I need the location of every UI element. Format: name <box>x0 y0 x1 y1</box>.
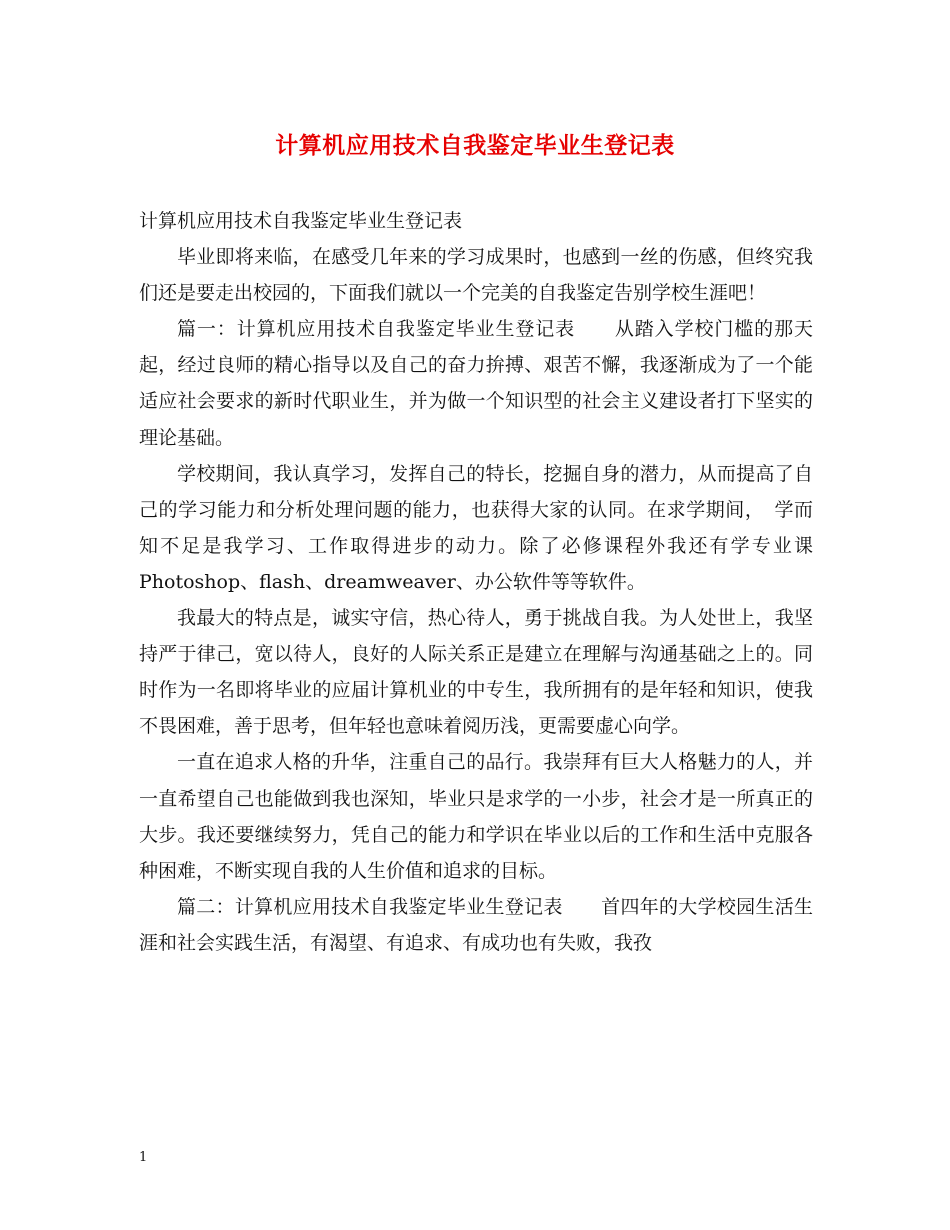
body-paragraph: 毕业即将来临，在感受几年来的学习成果时，也感到一丝的伤感，但终究我们还是要走出校园的，下面我们就以一个完美的自我鉴定告别学校生涯吧！ <box>139 246 813 305</box>
body-paragraph: 篇二：计算机应用技术自我鉴定毕业生登记表 首四年的大学校园生活生涯和社会实践生活，有渴望、有追求、有成功也有失败，我孜 <box>139 895 813 954</box>
body-paragraph: 篇一：计算机应用技术自我鉴定毕业生登记表 从踏入学校门槛的那天起，经过良师的精心指导以及自己的奋力拚搏、艰苦不懈，我逐渐成为了一个能适应社会要求的新时代职业生，并为做一个知识型的社会主义建设者打下坚实的理论基础。 <box>139 318 813 449</box>
document-body <box>139 203 813 961</box>
page-number: 1 <box>139 1150 148 1165</box>
body-paragraph: 我最大的特点是，诚实守信，热心待人，勇于挑战自我。为人处世上，我坚持严于律己，宽以待人，良好的人际关系正是建立在理解与沟通基础之上的。同时作为一名即将毕业的应届计算机业的中专生，我所拥有的是年轻和知识，使我不畏困难，善于思考，但年轻也意味着阅历浅，更需要虚心向学。 <box>139 607 813 738</box>
body-paragraph: 学校期间，我认真学习，发挥自己的特长，挖掘自身的潜力，从而提高了自己的学习能力和分析处理问题的能力，也获得大家的认同。在求学期间， 学而知不足是我学习、工作取得进步的动力。除了必修课程外我还有学专业课Photoshop、flash、dreamweaver、办公软件等等软件。 <box>139 462 813 593</box>
subtitle-paragraph: 计算机应用技术自我鉴定毕业生登记表 <box>139 210 463 232</box>
body-paragraph: 一直在追求人格的升华，注重自己的品行。我崇拜有巨大人格魅力的人，并一直希望自己也能做到我也深知，毕业只是求学的一小步，社会才是一所真正的大步。我还要继续努力，凭自己的能力和学识在毕业以后的工作和生活中克服各种困难，不断实现自我的人生价值和追求的目标。 <box>139 751 813 882</box>
document-title: 计算机应用技术自我鉴定毕业生登记表 <box>275 132 675 159</box>
